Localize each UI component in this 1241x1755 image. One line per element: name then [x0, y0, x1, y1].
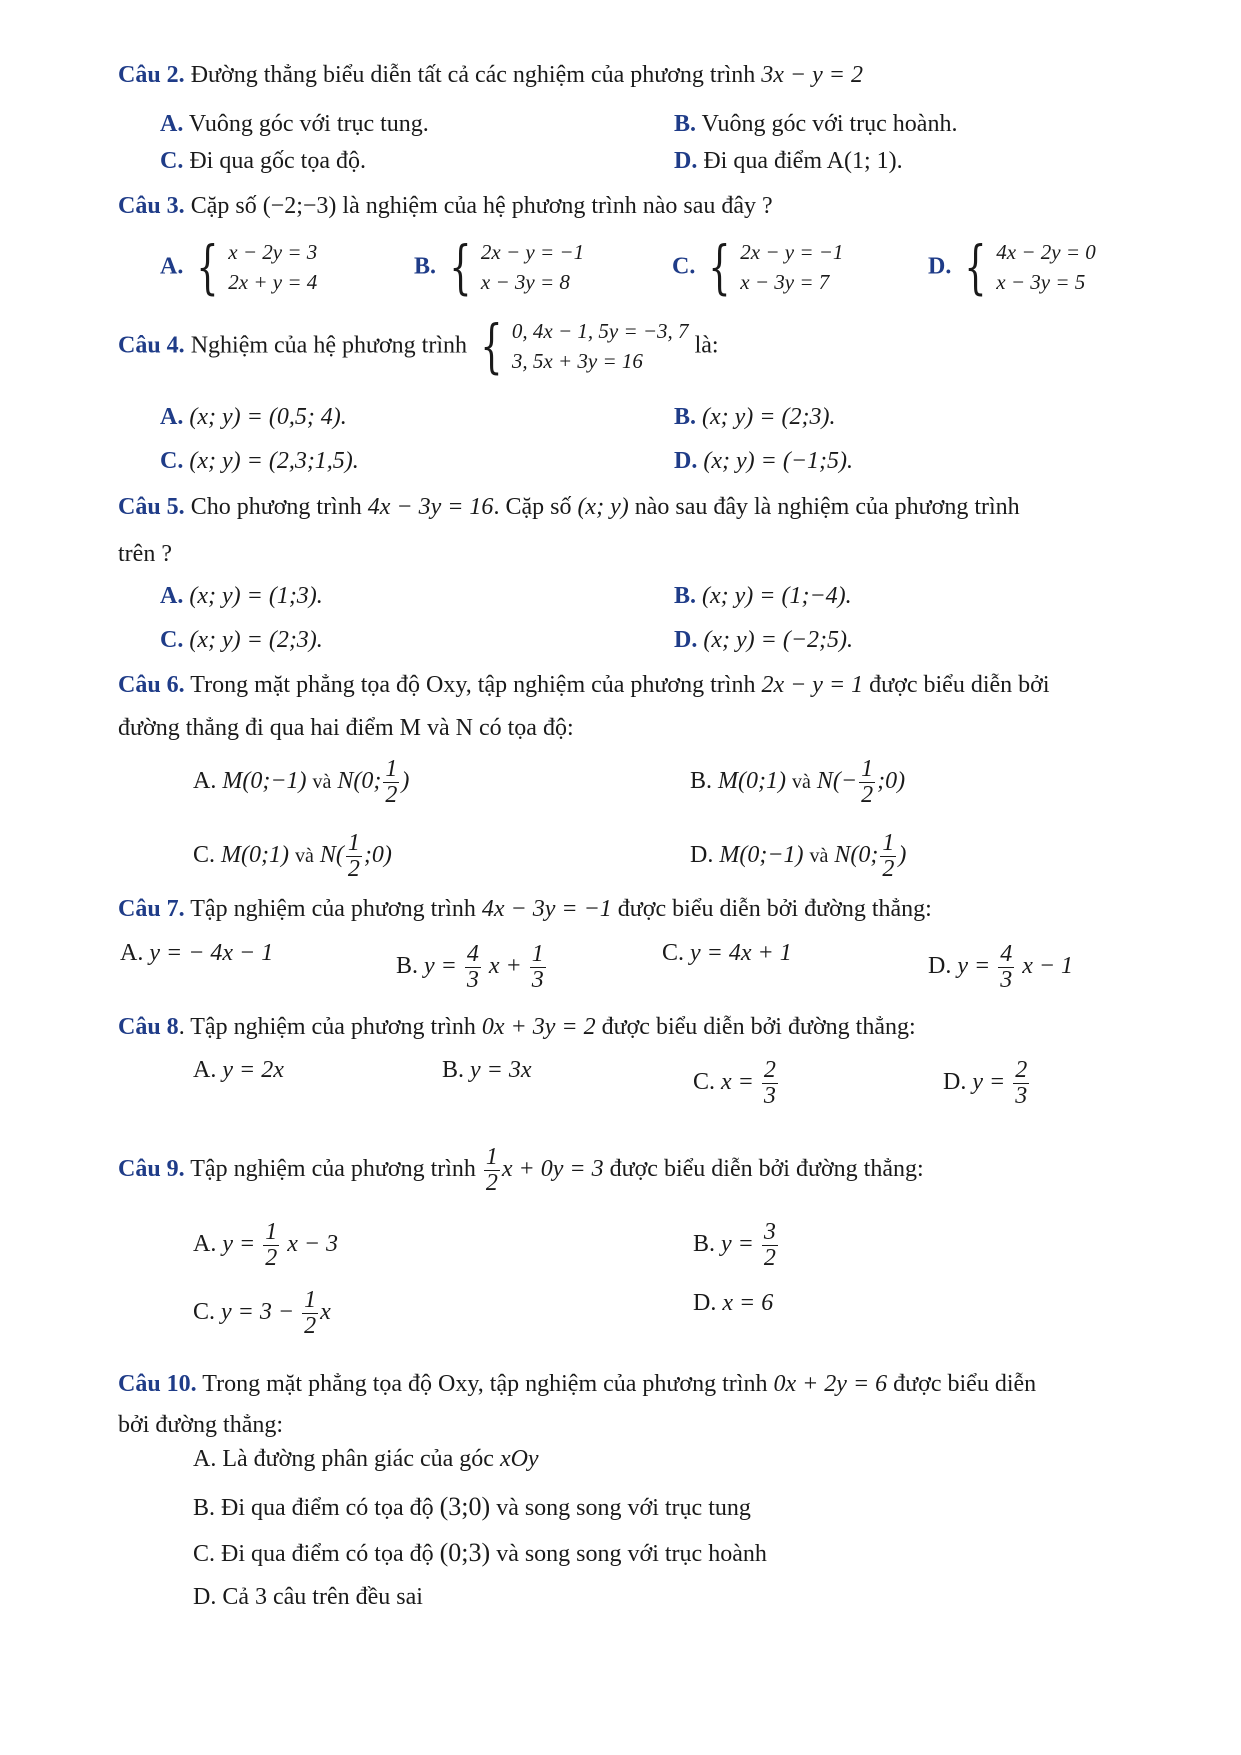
option-text: Đi qua điểm A(1; 1).	[703, 148, 903, 174]
option-c	[193, 1288, 331, 1339]
denominator: 3	[763, 1083, 776, 1110]
equation-line: 2x − y = −1	[480, 240, 585, 264]
question-text: được biểu diễn bởi đường thẳng:	[617, 896, 932, 922]
fraction	[530, 942, 546, 993]
question-text: được biểu diễn bởi đường thẳng:	[609, 1156, 924, 1183]
option-text: Đi qua gốc tọa độ.	[189, 148, 366, 174]
number-pair: (x; y)	[577, 494, 629, 520]
option-text: y = 3 −	[221, 1299, 295, 1326]
option-d	[943, 1058, 1031, 1109]
option-label: D.	[693, 1290, 717, 1316]
question-8-stem	[118, 1014, 916, 1042]
option-d	[690, 831, 906, 882]
conjunction: và	[312, 771, 332, 794]
fraction	[302, 1288, 318, 1339]
option-text: y =	[222, 1231, 256, 1258]
equation: 0x + 2y = 6	[773, 1371, 888, 1397]
fraction	[465, 942, 481, 993]
equation-line: x − 3y = 7	[740, 270, 830, 295]
question-text: Cặp số	[190, 193, 257, 219]
question-5-stem-cont	[118, 541, 172, 569]
option-text: Vuông góc với trục tung.	[188, 111, 429, 137]
question-text: Tập nghiệm của phương trình	[190, 1156, 476, 1183]
option-label: B.	[396, 953, 419, 980]
option-b	[193, 1492, 751, 1523]
option-label: B.	[674, 404, 697, 430]
numerator: 1	[265, 1219, 278, 1245]
option-label: D.	[943, 1069, 967, 1096]
equation: x + 0y = 3	[501, 1156, 604, 1183]
option-text: (x; y) = (2;3).	[702, 404, 836, 430]
option-label: B.	[690, 768, 713, 795]
numerator: 1	[304, 1287, 317, 1313]
option-a	[120, 940, 273, 968]
option-label: A.	[160, 111, 184, 137]
point-n-part: N(0;	[337, 768, 382, 795]
numerator: 1	[531, 941, 544, 967]
point-n	[816, 756, 906, 809]
denominator: 3	[531, 967, 544, 994]
option-text: Vuông góc với trục hoành.	[701, 111, 958, 137]
option-math: xOy	[499, 1446, 539, 1472]
denominator: 2	[385, 782, 398, 809]
question-text: bởi đường thẳng:	[118, 1412, 284, 1438]
question-3-stem	[118, 193, 773, 221]
option-b	[690, 757, 905, 808]
point-n	[834, 830, 907, 883]
option-b	[674, 111, 957, 139]
option-label: D.	[674, 148, 698, 174]
point-n	[337, 756, 410, 809]
option-label: C.	[160, 148, 184, 174]
question-label: Câu 9.	[118, 1156, 185, 1183]
option-text: y =	[972, 1069, 1006, 1096]
option-d	[928, 942, 1073, 993]
question-label: Câu 5.	[118, 494, 185, 520]
equation-line: 2x − y = −1	[740, 240, 844, 264]
question-text: được biểu diễn bởi đường thẳng:	[601, 1014, 916, 1040]
equation-line: x − 3y = 8	[480, 270, 570, 295]
option-label: B.	[693, 1231, 716, 1258]
question-10-stem-cont	[118, 1412, 283, 1440]
option-b	[693, 1220, 780, 1271]
numerator: 1	[882, 830, 895, 856]
equation-line: 0, 4x − 1, 5y = −3, 7	[511, 319, 689, 343]
option-a	[160, 404, 347, 432]
denominator: 2	[347, 856, 360, 883]
point-n-part: N(0;	[834, 842, 879, 869]
fraction	[263, 1220, 279, 1271]
fraction	[1013, 1058, 1029, 1109]
question-label: Câu 3.	[118, 193, 185, 219]
option-c	[160, 148, 366, 176]
option-label: B.	[674, 111, 697, 137]
option-text: và song song với trục tung	[496, 1495, 751, 1521]
brace-icon: {	[480, 312, 503, 381]
option-label: C.	[193, 1299, 216, 1326]
question-text: . Cặp số	[493, 494, 572, 520]
question-text: Trong mặt phẳng tọa độ Oxy, tập nghiệm của phương trình	[190, 672, 756, 698]
numerator: 1	[861, 756, 874, 782]
denominator: 2	[882, 856, 895, 883]
denominator: 2	[265, 1245, 278, 1272]
point-n-part: ;0)	[877, 768, 906, 795]
option-text: (x; y) = (1;−4).	[702, 583, 852, 609]
option-text: y = − 4x − 1	[149, 940, 274, 966]
question-6-stem	[118, 672, 1050, 700]
option-text: y = 2x	[222, 1057, 284, 1083]
numerator: 1	[347, 830, 360, 856]
option-b	[674, 583, 852, 611]
brace-icon: {	[449, 233, 472, 302]
option-d	[674, 148, 903, 176]
option-label: C.	[160, 627, 184, 653]
fraction	[998, 942, 1014, 993]
point-m: M(0;−1)	[719, 842, 804, 869]
option-text: y = 4x + 1	[690, 940, 792, 966]
conjunction: và	[791, 771, 811, 794]
option-label: A.	[193, 1057, 217, 1083]
option-label: B.	[442, 1057, 465, 1083]
equation: 0x + 3y = 2	[481, 1014, 596, 1040]
point-n-part: N(	[319, 842, 344, 869]
question-text: được biểu diễn	[893, 1371, 1037, 1397]
option-c	[160, 627, 323, 655]
fraction	[383, 757, 399, 808]
option-label: D.	[674, 627, 698, 653]
question-label: Câu 6.	[118, 672, 185, 698]
equation-system	[442, 233, 585, 302]
option-label: A.	[193, 1446, 217, 1472]
option-d	[674, 448, 853, 476]
option-a	[193, 1057, 284, 1085]
equation-line: 3, 5x + 3y = 16	[511, 349, 643, 374]
numerator: 2	[763, 1057, 776, 1083]
question-label: Câu 8	[118, 1014, 179, 1040]
numerator: 3	[763, 1219, 776, 1245]
point-m: M(0;1)	[718, 768, 786, 795]
numerator: 4	[466, 941, 479, 967]
option-c	[693, 1058, 780, 1109]
denominator: 2	[304, 1313, 317, 1340]
question-5-stem	[118, 494, 1020, 522]
equation-line: 4x − 2y = 0	[996, 240, 1096, 264]
denominator: 3	[1000, 967, 1013, 994]
option-text: y =	[721, 1231, 754, 1258]
option-label: D.	[690, 842, 714, 869]
option-label: D.	[928, 253, 952, 280]
equation: 3x − y = 2	[761, 62, 863, 88]
option-d	[193, 1584, 423, 1612]
point-n-part: ;0)	[363, 842, 392, 869]
fraction	[484, 1145, 500, 1196]
option-a	[160, 233, 318, 302]
equation-system	[473, 312, 689, 381]
option-b	[396, 942, 548, 993]
option-label: B.	[674, 583, 697, 609]
fraction	[346, 831, 362, 882]
number-pair: (−2;−3)	[262, 193, 337, 219]
question-2-stem	[118, 62, 863, 90]
option-math: (3;0)	[439, 1492, 491, 1521]
question-7-stem	[118, 896, 932, 924]
point-m: M(0;−1)	[222, 768, 307, 795]
question-10-stem	[118, 1371, 1036, 1399]
option-text: Đi qua điểm có tọa độ	[221, 1541, 434, 1567]
option-a	[193, 757, 409, 808]
question-text: được biểu diễn bởi	[869, 672, 1050, 698]
denominator: 3	[466, 967, 479, 994]
question-text: nào sau đây là nghiệm của phương trình	[634, 494, 1020, 520]
option-text: (x; y) = (0,5; 4).	[189, 404, 347, 430]
option-label: C.	[160, 448, 184, 474]
option-text: (x; y) = (−1;5).	[703, 448, 853, 474]
option-c	[160, 448, 359, 476]
question-text: Trong mặt phẳng tọa độ Oxy, tập nghiệm của phương trình	[202, 1371, 768, 1397]
question-9-stem	[118, 1145, 924, 1196]
option-label: A.	[193, 768, 217, 795]
question-6-stem-cont	[118, 715, 574, 743]
option-label: B.	[193, 1495, 216, 1521]
option-a	[193, 1446, 539, 1474]
option-label: A.	[193, 1231, 217, 1258]
question-text: là nghiệm của hệ phương trình nào sau đây ?	[342, 193, 773, 219]
option-text: x	[320, 1299, 331, 1326]
option-label: A.	[160, 583, 184, 609]
question-text: Tập nghiệm của phương trình	[190, 896, 476, 922]
numerator: 1	[385, 756, 398, 782]
option-d	[674, 627, 853, 655]
equation-line: x − 3y = 5	[996, 270, 1086, 295]
question-text: Cho phương trình	[190, 494, 362, 520]
option-label: C.	[662, 940, 685, 966]
option-label: A.	[160, 253, 184, 280]
option-text: y =	[957, 953, 991, 980]
denominator: 3	[1015, 1083, 1028, 1110]
option-text: (x; y) = (−2;5).	[703, 627, 853, 653]
option-label: C.	[193, 1541, 216, 1567]
denominator: 2	[485, 1170, 498, 1197]
equation-system	[957, 233, 1096, 302]
denominator: 2	[861, 782, 874, 809]
fraction	[880, 831, 896, 882]
option-label: D.	[674, 448, 698, 474]
option-label: C.	[672, 253, 696, 280]
option-math: (0;3)	[439, 1538, 491, 1567]
equation-line: 2x + y = 4	[228, 270, 318, 295]
numerator: 1	[485, 1144, 498, 1170]
brace-icon: {	[196, 233, 219, 302]
option-text: (x; y) = (1;3).	[189, 583, 323, 609]
question-text: trên ?	[118, 541, 172, 567]
question-4-stem	[118, 312, 719, 381]
option-c	[193, 831, 392, 882]
point-n	[319, 830, 392, 883]
question-label: Câu 4.	[118, 332, 185, 359]
equation: 4x − 3y = −1	[481, 896, 612, 922]
option-text: Là đường phân giác của góc	[222, 1446, 494, 1472]
fraction	[762, 1220, 778, 1271]
equation-line: x − 2y = 3	[228, 240, 318, 264]
equation: 4x − 3y = 16	[367, 494, 494, 520]
option-d	[928, 233, 1096, 302]
question-text: Nghiệm của hệ phương trình	[190, 332, 467, 359]
question-label: Câu 7.	[118, 896, 185, 922]
equation: 2x − y = 1	[761, 672, 864, 698]
option-text: x − 1	[1022, 953, 1074, 980]
conjunction: và	[809, 845, 829, 868]
option-text: x =	[721, 1069, 754, 1096]
fraction	[762, 1058, 778, 1109]
option-b	[414, 233, 585, 302]
option-label: B.	[414, 253, 437, 280]
option-label: D.	[193, 1584, 217, 1610]
question-text: Đường thẳng biểu diễn tất cả các nghiệm của phương trình	[190, 62, 756, 88]
option-c	[672, 233, 844, 302]
option-label: C.	[193, 842, 216, 869]
option-b	[674, 404, 835, 432]
option-d	[693, 1290, 773, 1318]
option-text: Cả 3 câu trên đều sai	[222, 1584, 423, 1610]
point-m: M(0;1)	[221, 842, 289, 869]
question-text: là:	[694, 332, 719, 359]
option-a	[193, 1220, 338, 1271]
fraction	[859, 757, 875, 808]
conjunction: và	[294, 845, 314, 868]
option-label: D.	[928, 953, 952, 980]
denominator: 2	[763, 1245, 776, 1272]
brace-icon: {	[964, 233, 987, 302]
option-text: x − 3	[287, 1231, 339, 1258]
option-text: x = 6	[722, 1290, 774, 1316]
question-label: Câu 2.	[118, 62, 185, 88]
equation-system	[189, 233, 318, 302]
option-c	[193, 1538, 767, 1569]
option-b	[442, 1057, 532, 1085]
point-n-part: )	[898, 842, 907, 869]
option-text: (x; y) = (2,3;1,5).	[189, 448, 359, 474]
option-a	[160, 111, 429, 139]
option-label: C.	[693, 1069, 716, 1096]
numerator: 4	[1000, 941, 1013, 967]
brace-icon: {	[708, 233, 731, 302]
option-label: A.	[160, 404, 184, 430]
option-label: A.	[120, 940, 144, 966]
point-n-part: )	[401, 768, 410, 795]
option-c	[662, 940, 792, 968]
option-text: (x; y) = (2;3).	[189, 627, 323, 653]
question-label: Câu 10.	[118, 1371, 197, 1397]
option-text: y = 3x	[470, 1057, 532, 1083]
equation-system	[701, 233, 844, 302]
option-text: y =	[424, 953, 457, 980]
option-text: Đi qua điểm có tọa độ	[221, 1495, 434, 1521]
option-text: x +	[488, 953, 522, 980]
question-text: đường thẳng đi qua hai điểm M và N có tọa độ:	[118, 715, 574, 741]
question-text: . Tập nghiệm của phương trình	[178, 1014, 476, 1040]
option-a	[160, 583, 323, 611]
numerator: 2	[1015, 1057, 1028, 1083]
point-n-part: N(−	[816, 768, 858, 795]
option-text: và song song với trục hoành	[496, 1541, 767, 1567]
